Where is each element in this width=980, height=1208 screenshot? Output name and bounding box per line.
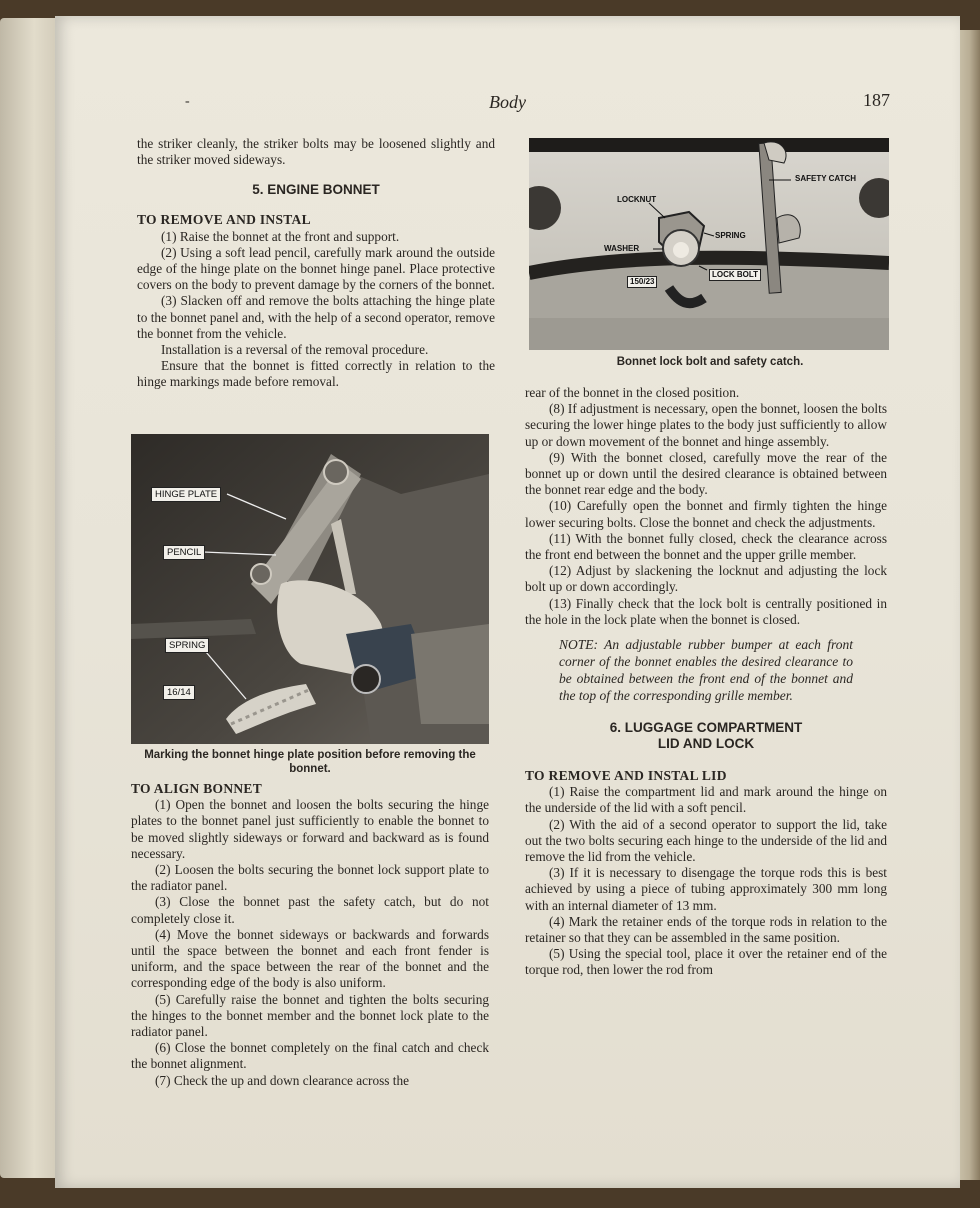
align-step: (3) Close the bonnet past the safety catch, but do not completely close it. [131, 894, 489, 926]
lid-step: (1) Raise the compartment lid and mark around the hinge on the underside of the lid with a soft pencil. [525, 784, 887, 816]
figure-label-spring: SPRING [715, 231, 746, 240]
align-step: (7) Check the up and down clearance across the [155, 1072, 410, 1088]
figure-label-lock-bolt: LOCK BOLT [709, 269, 761, 281]
section-heading-luggage-line2: LID AND LOCK [657, 736, 755, 752]
lid-step: (3) If it is necessary to disengage the torque rods this is best achieved by using a piece of tubing approximately 300 mm long with an internal diameter of 13 mm. [525, 865, 887, 913]
book-spine-edge [0, 18, 62, 1178]
remove-step: Installation is a reversal of the removal procedure. [161, 342, 429, 358]
figure-label-spring: SPRING [165, 638, 209, 653]
figure-label-pencil: PENCIL [163, 545, 205, 560]
figure-label-safety-catch: SAFETY CATCH [795, 174, 857, 183]
align-step: (10) Carefully open the bonnet and firmly tighten the hinge lower securing bolts. Close the bonnet and check the adjustments. [525, 498, 887, 530]
align-step: (12) Adjust by slackening the locknut and adjusting the lock bolt up or down accordingly. [525, 563, 887, 595]
figure-number: 16/14 [163, 685, 195, 700]
align-step: (8) If adjustment is necessary, open the bonnet, loosen the bolts securing the lower hinge plates to the body just sufficiently to allow up or down movement of the bonnet and hinge assembly. [525, 401, 887, 449]
book-page [55, 16, 960, 1188]
running-header-title: Body [489, 92, 526, 112]
remove-step: Ensure that the bonnet is fitted correctly in relation to the hinge markings made before removal. [137, 358, 495, 390]
lock-bolt-photo [529, 138, 889, 350]
align-step: (13) Finally check that the lock bolt is centrally positioned in the hole in the lock plate when the bonnet is closed. [525, 595, 887, 627]
figure-label-hinge-plate: HINGE PLATE [151, 487, 221, 502]
figure-number: 150/23 [627, 276, 657, 288]
align-step: (2) Loosen the bolts securing the bonnet lock support plate to the radiator panel. [131, 862, 489, 894]
lock-bolt-figure-caption: Bonnet lock bolt and safety catch. [616, 356, 804, 368]
align-step: (11) With the bonnet fully closed, check the clearance across the front end between the bonnet and the upper grille member. [525, 530, 887, 563]
align-step: (4) Move the bonnet sideways or backwards and forwards until the space between the bonnet and each front fender is uniform, and the space between the rear of the bonnet and the corresponding edge of the body is also uniform. [131, 926, 489, 991]
figure-label-washer: WASHER [604, 244, 640, 253]
section-heading-luggage-line1: 6. LUGGAGE COMPARTMENT [609, 720, 803, 736]
hinge-plate-figure-caption: Marking the bonnet hinge plate position before removing the bonnet. [144, 749, 476, 775]
remove-step: (2) Using a soft lead pencil, carefully mark around the outside edge of the hinge plate on the bonnet hinge panel. Place protective covers on the body to prevent damage by the corners of the bonnet. [137, 244, 495, 293]
left-column-lower [131, 781, 489, 1089]
lid-step: (5) Using the special tool, place it over the retainer end of the torque rod, then lower the rod from [525, 946, 887, 978]
note-adjustable-bumper: NOTE: An adjustable rubber bumper at each front corner of the bonnet enables the desired clearance to be obtained between the front end of the bonnet and the top of the corresponding grille member. [559, 637, 853, 704]
align-step: (9) With the bonnet closed, carefully move the rear of the bonnet up or down until the desired clearance is obtained between the bonnet rear edge and the body. [525, 449, 887, 498]
remove-step: (3) Slacken off and remove the bolts attaching the hinge plate to the bonnet panel and, with the help of a second operator, remove the bonnet from the vehicle. [137, 293, 495, 341]
align-step: (1) Open the bonnet and loosen the bolts securing the hinge plates to the bonnet panel just sufficiently to enable the bonnet to be moved slightly sideways or forward and backward as is found necessary. [131, 797, 489, 861]
align-heading: TO ALIGN BONNET [131, 781, 263, 796]
hinge-plate-photo [131, 434, 489, 744]
lid-step: (4) Mark the retainer ends of the torque rods in relation to the retainer so that they can be assembled in the same position. [525, 913, 887, 946]
align-step: (6) Close the bonnet completely on the final catch and check the bonnet alignment. [131, 1040, 489, 1072]
right-column [525, 385, 887, 979]
lid-step: (2) With the aid of a second operator to support the lid, take out the two bolts securing each hinge to the underside of the lid and remove the lid from the vehicle. [525, 816, 887, 865]
page-number: 187 [863, 90, 890, 110]
left-column-upper [137, 136, 495, 391]
section-heading-engine-bonnet: 5. ENGINE BONNET [252, 182, 380, 198]
header-dash: - [185, 94, 190, 109]
continued-text: rear of the bonnet in the closed position. [525, 385, 740, 400]
remove-heading: TO REMOVE AND INSTAL [137, 212, 311, 228]
figure-label-locknut: LOCKNUT [617, 195, 657, 204]
align-step: (5) Carefully raise the bonnet and tighten the bolts securing the hinges to the bonnet member and the bonnet lock plate to the radiator panel. [131, 991, 489, 1040]
remove-lid-heading: TO REMOVE AND INSTAL LID [525, 768, 727, 784]
lock-bolt-photo-art [529, 138, 889, 350]
intro-paragraph: the striker cleanly, the striker bolts may be loosened slightly and the striker moved sideways. [137, 136, 495, 168]
remove-step: (1) Raise the bonnet at the front and support. [161, 228, 400, 244]
